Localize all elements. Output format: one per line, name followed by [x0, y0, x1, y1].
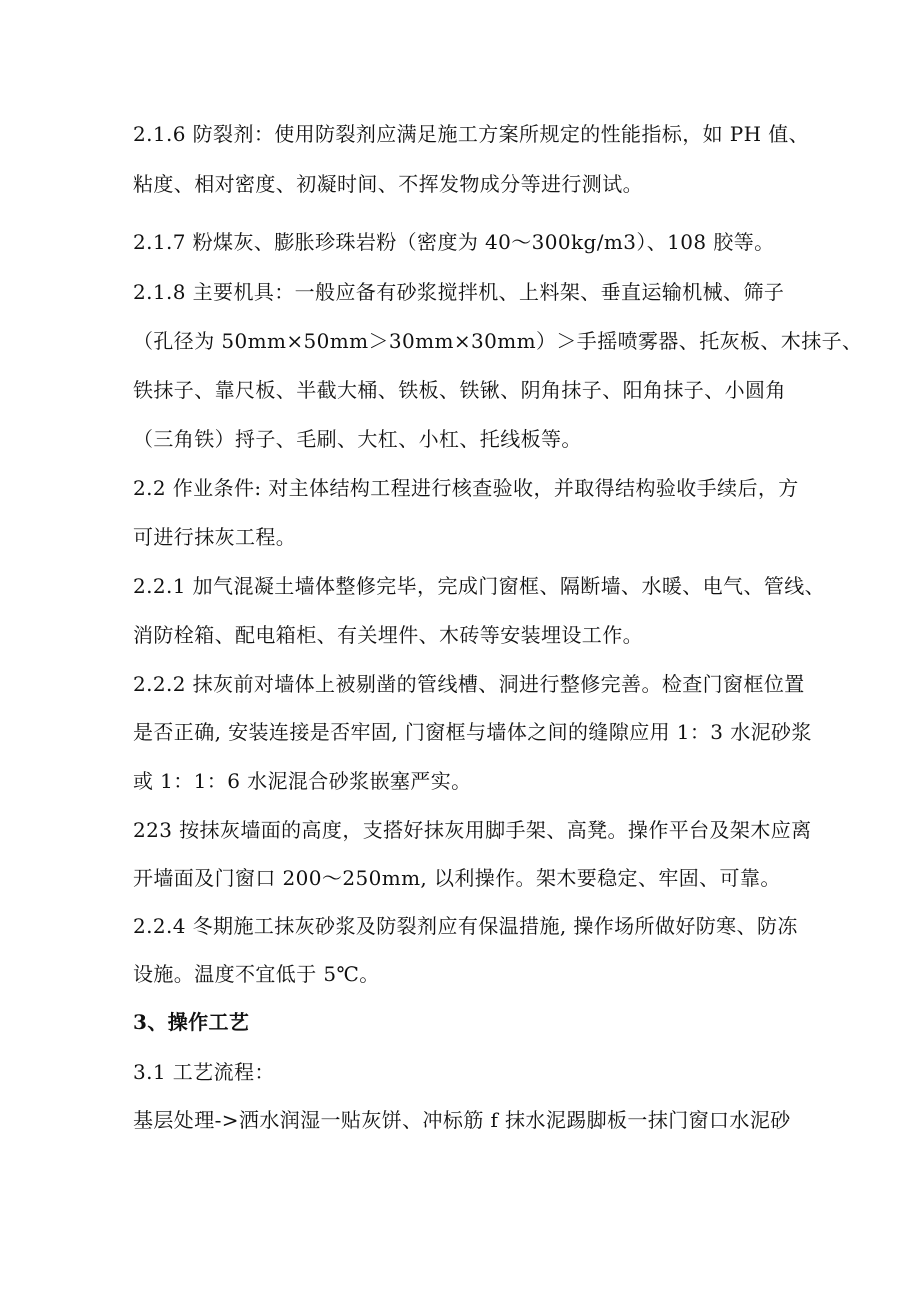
text-line-2-2-cont: 可进行抹灰工程。 [133, 525, 297, 549]
text-line-2-1-8-cont-3: （三角铁）捋子、毛刷、大杠、小杠、托线板等。 [133, 427, 582, 451]
text-line-2-1-8: 2.1.8 主要机具：一般应备有砂浆搅拌机、上料架、垂直运输机械、筛子 [133, 280, 785, 304]
text-line-2-2-4: 2.2.4 冬期施工抹灰砂浆及防裂剂应有保温措施, 操作场所做好防寒、防冻 [133, 914, 798, 938]
text-line-2-2-1: 2.2.1 加气混凝土墙体整修完毕，完成门窗框、隔断墙、水暖、电气、管线、 [133, 574, 826, 598]
text-line-2-2-2-cont-1: 是否正确, 安装连接是否牢固, 门窗框与墙体之间的缝隙应用 1：3 水泥砂浆 [133, 720, 812, 744]
text-line-2-2-3: 223 按抹灰墙面的高度，支搭好抹灰用脚手架、高凳。操作平台及架木应离 [133, 818, 812, 842]
text-line-2-2: 2.2 作业条件: 对主体结构工程进行核查验收，并取得结构验收手续后，方 [133, 476, 799, 500]
text-line-2-1-6: 2.1.6 防裂剂：使用防裂剂应满足施工方案所规定的性能指标，如 PH 值、 [133, 122, 810, 146]
text-line-2-2-2-cont-2: 或 1：1：6 水泥混合砂浆嵌塞严实。 [133, 769, 472, 793]
text-line-2-2-1-cont: 消防栓箱、配电箱柜、有关埋件、木砖等安装埋设工作。 [133, 623, 643, 647]
text-line-2-1-8-cont-1: （孔径为 50mm×50mm＞30mm×30mm）＞手摇喷雾器、托灰板、木抹子、 [133, 329, 863, 353]
text-line-2-1-7: 2.1.7 粉煤灰、膨胀珍珠岩粉（密度为 40～300kg/m3）、108 胶等。 [133, 230, 775, 254]
section-heading-3: 3、操作工艺 [133, 1010, 250, 1034]
text-line-2-1-6-cont: 粘度、相对密度、初凝时间、不挥发物成分等进行测试。 [133, 172, 643, 196]
text-line-2-2-2: 2.2.2 抹灰前对墙体上被剔凿的管线槽、洞进行整修完善。检查门窗框位置 [133, 672, 805, 696]
text-line-2-2-3-cont: 开墙面及门窗口 200～250mm, 以利操作。架木要稳定、牢固、可靠。 [133, 866, 781, 890]
text-line-process-flow: 基层处理->洒水润湿一贴灰饼、冲标筋 f 抹水泥踢脚板一抹门窗口水泥砂 [133, 1108, 791, 1132]
text-line-2-2-4-cont: 设施。温度不宜低于 5℃。 [133, 962, 380, 986]
text-line-2-1-8-cont-2: 铁抹子、靠尺板、半截大桶、铁板、铁锹、阴角抹子、阳角抹子、小圆角 [133, 378, 786, 402]
subsection-heading-3-1: 3.1 工艺流程： [133, 1060, 275, 1084]
